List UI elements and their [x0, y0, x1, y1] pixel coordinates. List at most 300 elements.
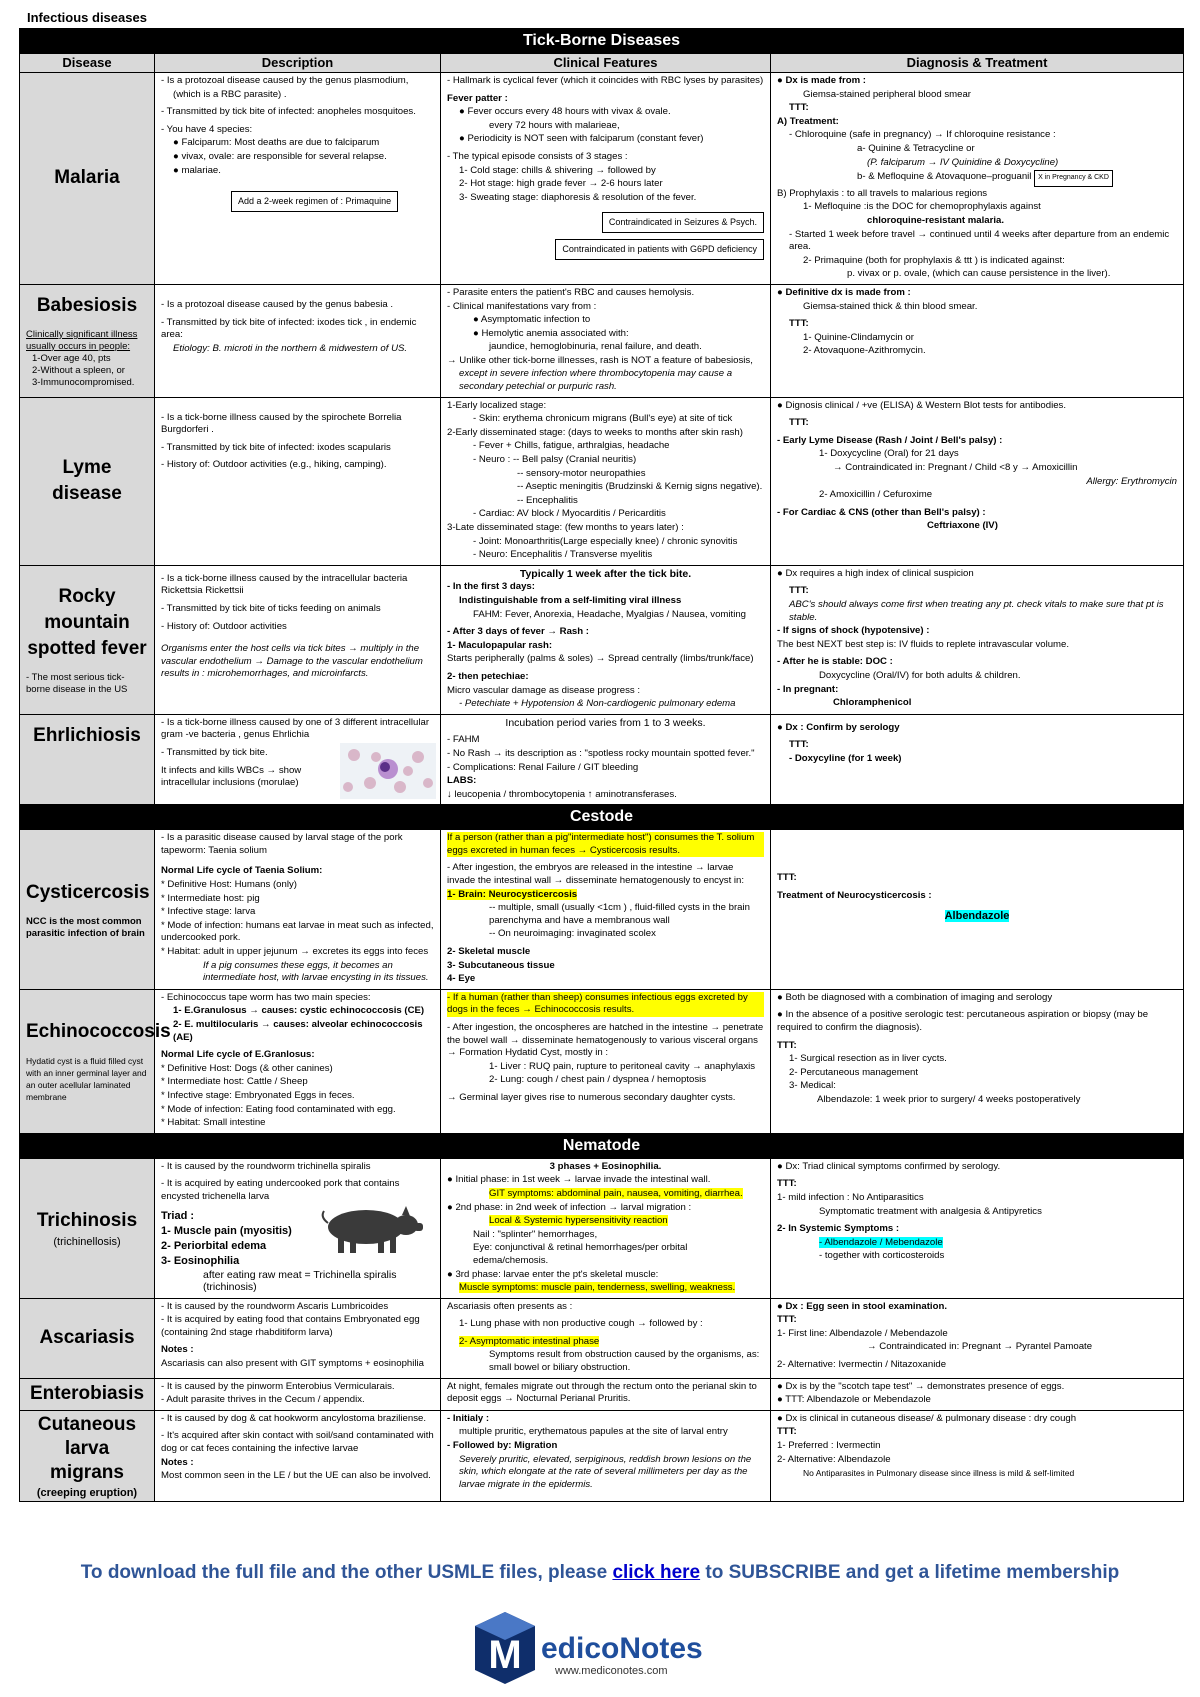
- text-line: Notes :: [161, 1344, 194, 1356]
- disease-cell: [20, 1410, 155, 1501]
- text-line: - In the first 3 days:: [447, 581, 535, 593]
- dx-cell: [771, 989, 1184, 1133]
- text-line: Most common seen in the LE / but the UE can also be involved.: [161, 1470, 431, 1482]
- description-cell: [155, 714, 441, 805]
- text-line: 2- Skeletal muscle: [447, 946, 531, 958]
- text-line: * Infective stage: Embryonated Eggs in feces.: [161, 1089, 355, 1101]
- text-line: - Is a tick-borne illness caused by the intracellular bacteria Rickettsia Rickettsii: [161, 572, 408, 597]
- text-line: * Intermediate host: Cattle / Sheep: [161, 1076, 308, 1088]
- text-line: ● Asymptomatic infection to: [473, 314, 591, 326]
- logo-letter: M: [488, 1633, 522, 1677]
- clinical-cell: [441, 284, 771, 397]
- text-line: Incubation period varies from 1 to 3 weeks.: [505, 716, 706, 729]
- text-line: - For Cardiac & CNS (other than Bell's palsy) :: [777, 506, 986, 518]
- text-line: Indistinguishable from a self-limiting viral illness: [459, 594, 682, 606]
- text-line: * Infective stage: larva: [161, 906, 256, 918]
- clinical-cell: [441, 397, 771, 565]
- text-line: ● Definitive dx is made from :: [777, 286, 911, 298]
- logo-mark: [465, 1608, 735, 1688]
- text-line: - Hallmark is cyclical fever (which it coincides with RBC lyses by parasites): [447, 75, 764, 86]
- text-line: 1- Doxycycline (Oral) for 21 days: [819, 448, 959, 460]
- mefloquine-line: b- & Mefloquine & Atovaquone–proguanil: [857, 171, 1032, 183]
- section-band-nematode: [20, 1133, 1184, 1158]
- text-line: 2- Alternative: Ivermectin / Nitazoxanide: [777, 1359, 947, 1371]
- text-line: TTT:: [777, 1039, 797, 1051]
- disease-cell: [20, 73, 155, 285]
- text-line: 3- Medical:: [789, 1080, 836, 1092]
- albendazole-badge: Albendazole: [944, 910, 1010, 923]
- text-line: Triad :: [161, 1209, 195, 1222]
- text-line: Ascariasis often presents as :: [447, 1300, 573, 1312]
- mediconotes-logo: [465, 1608, 735, 1688]
- clinical-cell: [441, 1410, 771, 1501]
- text-line: - Is a tick-borne illness caused by the spirochete Borrelia Burgdorferi .: [161, 411, 402, 436]
- row-ehrlichiosis: [20, 714, 1184, 805]
- disease-cell: [20, 1378, 155, 1410]
- dx-cell: [771, 565, 1184, 714]
- text-line: Clinically significant illness usually occurs in people:: [26, 328, 138, 352]
- text-line: ● Dx is clinical in cutaneous disease/ & pulmonary disease : dry cough: [777, 1412, 1077, 1424]
- description-cell: [155, 1298, 441, 1378]
- text-line: 4- Eye: [447, 973, 476, 985]
- text-line: ● Fever occurs every 48 hours with vivax & ovale.: [459, 106, 671, 118]
- text-line: TTT:: [789, 417, 809, 429]
- disease-cell: [20, 397, 155, 565]
- text-line: At night, females migrate out through the rectum onto the perianal skin to deposit eggs → Nocturnal Perianal Pruritis.: [447, 1380, 757, 1405]
- clinical-cell: [441, 73, 771, 285]
- text-line: - Chloroquine (safe in pregnancy) → If chloroquine resistance :: [789, 129, 1056, 141]
- text-line: 3-Late disseminated stage: (few months to years later) :: [447, 522, 684, 533]
- text-line: The best NEXT best step is: IV fluids to replete intravascular volume.: [777, 638, 1070, 650]
- text-line: Giemsa-stained peripheral blood smear: [803, 88, 971, 100]
- text-line: Ascariasis can also present with GIT symptoms + eosinophilia: [161, 1358, 424, 1370]
- text-line: 1-Early localized stage:: [447, 399, 547, 411]
- col-description: Description: [155, 54, 441, 73]
- text-line: - After ingestion, the embryos are released in the intestine → larvae invade the intestinal wall → disseminate hematogenously to encyst in:: [447, 862, 745, 887]
- click-here-link[interactable]: click here: [612, 1562, 701, 1583]
- text-line: 1- Liver : RUQ pain, rupture to peritoneal cavity → anaphylaxis: [489, 1060, 756, 1072]
- disease-name: Lyme disease: [52, 457, 122, 505]
- section-title: Nematode: [20, 1133, 1184, 1158]
- text-line: ● Initial phase: in 1st week → larvae invade the intestinal wall.: [447, 1174, 711, 1186]
- text-line: - Started 1 week before travel → continued until 4 weeks after departure from an endemic area.: [789, 228, 1170, 253]
- muscle-symptoms-label: Muscle symptoms: muscle pain, tenderness, swelling, weakness.: [459, 1282, 736, 1294]
- text-line: ABC's should always come first when treating any pt. check vitals to make sure that pt is stable.: [789, 598, 1164, 623]
- text-line: Symptomatic treatment with analgesia & Antipyretics: [819, 1205, 1042, 1217]
- text-line: - Is a tick-borne illness caused by one of 3 different intracellular gram -ve bacteria , genus Ehrlichia: [161, 716, 430, 741]
- text-line: ● Hemolytic anemia associated with:: [473, 327, 629, 339]
- text-line: - It is acquired by eating undercooked pork that contains encysted trichenella larva: [161, 1178, 400, 1202]
- text-line: Micro vascular damage as disease progress :: [447, 684, 641, 696]
- text-line: 1- E.Granulosus → causes: cystic echinococcosis (CE): [173, 1005, 425, 1017]
- text-line: - Complications: Renal Failure / GIT bleeding: [447, 761, 639, 773]
- hypersensitivity-label: Local & Systemic hypersensitivity reaction: [489, 1215, 668, 1227]
- text-line: * Intermediate host: pig: [161, 892, 260, 904]
- disease-table: [19, 28, 1184, 1502]
- text-line: - Is a protozoal disease caused by the genus babesia .: [161, 298, 393, 310]
- text-line: ● 3rd phase: larvae enter the pt's skeletal muscle:: [447, 1268, 659, 1280]
- dx-cell: [771, 397, 1184, 565]
- text-line: TTT:: [789, 585, 809, 597]
- text-line: - Parasite enters the patient's RBC and causes hemolysis.: [447, 286, 695, 298]
- text-line: No Antiparasites in Pulmonary disease since illness is mild & self-limited: [803, 1468, 1075, 1479]
- disease-name: Echinococcosis: [26, 1021, 171, 1043]
- disease-note: Hydatid cyst is a fluid filled cyst with an inner germinal layer and an outer acellular laminated membrane: [26, 1056, 147, 1103]
- row-malaria: [20, 73, 1184, 285]
- text-line: If a person (rather than a pig"intermediate host") consumes the T. solium eggs excreted in human feces → Cysticercosis results.: [447, 832, 764, 857]
- text-line: 3-Immunocompromised.: [32, 376, 135, 388]
- text-line: * Habitat: adult in upper jejunum → excretes its eggs into feces: [161, 946, 429, 958]
- text-line: - Fever + Chills, fatigue, arthralgias, headache: [473, 440, 670, 452]
- text-line: - Transmitted by tick bite of infected: ixodes tick , in endemic area:: [161, 316, 417, 341]
- text-line: - together with corticosteroids: [819, 1250, 945, 1262]
- text-line: Giemsa-stained thick & thin blood smear.: [803, 300, 978, 312]
- text-line: - Petechiate + Hypotension & Non-cardiogenic pulmonary edema: [459, 698, 736, 710]
- contraindication-note-seizures: Contraindicated in Seizures & Psych.: [602, 212, 764, 233]
- disease-name: Trichinosis: [36, 1210, 138, 1232]
- row-echinococcosis: [20, 989, 1184, 1133]
- text-line: 2- In Systemic Symptoms :: [777, 1223, 900, 1235]
- text-line: -- Aseptic meningitis (Brudzinski & Kernig signs negative).: [517, 481, 763, 493]
- disease-name: Ehrlichiosis: [33, 724, 141, 746]
- text-line: If a pig consumes these eggs, it becomes an intermediate host, with larvae encysting in its tissues.: [203, 959, 429, 984]
- dx-cell: [771, 284, 1184, 397]
- text-line: * Habitat: Small intestine: [161, 1117, 266, 1129]
- text-line: 3 phases + Eosinophilia.: [549, 1160, 662, 1172]
- col-clinical: Clinical Features: [441, 54, 771, 73]
- text-line: - It is caused by the roundworm Ascaris Lumbricoides: [161, 1300, 389, 1312]
- text-line: -- Encephalitis: [517, 494, 578, 506]
- disease-name: Malaria: [54, 167, 120, 189]
- clinical-cell: [441, 1158, 771, 1298]
- text-line: TTT:: [777, 1178, 797, 1190]
- text-line: TTT:: [789, 318, 809, 330]
- dx-cell: [771, 830, 1184, 990]
- disease-note: - The most serious tick-borne disease in the US: [26, 671, 128, 695]
- row-lyme: [20, 397, 1184, 565]
- text-line: - Joint: Monoarthritis(Large especially knee) / chronic synovitis: [473, 535, 738, 547]
- clinical-cell: [441, 1378, 771, 1410]
- text-line: B) Prophylaxis : to all travels to malarious regions: [777, 187, 988, 199]
- section-band-cestode: [20, 805, 1184, 830]
- text-line: - Skin: erythema chronicum migrans (Bull's eye) at site of tick: [473, 413, 733, 425]
- text-line: 2- Primaquine (both for prophylaxis & ttt ) is indicated against:: [803, 254, 1065, 266]
- description-cell: [155, 1158, 441, 1298]
- text-line: -- On neuroimaging: invaginated scolex: [489, 928, 656, 940]
- text-line: - FAHM: [447, 734, 480, 746]
- text-line: - Transmitted by tick bite of infected: anopheles mosquitoes.: [161, 106, 416, 118]
- text-line: - Cardiac: AV block / Myocarditis / Pericarditis: [473, 508, 666, 520]
- disease-cell: [20, 714, 155, 805]
- page-title: Infectious diseases: [27, 10, 147, 25]
- text-line: Etiology: B. microti in the northern & midwestern of US.: [173, 342, 408, 354]
- text-line: 2-Without a spleen, or: [32, 364, 125, 376]
- albendazole-badge: - Albendazole / Mebendazole: [819, 1236, 943, 1248]
- description-cell: [155, 284, 441, 397]
- text-line: 1- Muscle pain (myositis): [161, 1224, 292, 1237]
- text-line: → Contraindicated in: Pregnant / Child <8 y → Amoxicillin: [833, 462, 1078, 474]
- logo-url: www.mediconotes.com: [555, 1665, 668, 1677]
- text-line: after eating raw meat = Trichinella spiralis (trichinosis): [203, 1268, 397, 1294]
- row-trichinosis: [20, 1158, 1184, 1298]
- text-line: Chloramphenicol: [833, 697, 912, 709]
- logo-wordmark: edicoNotes: [541, 1632, 703, 1665]
- row-rmsf: [20, 565, 1184, 714]
- text-line: - Transmitted by tick bite of infected: ixodes scapularis: [161, 441, 391, 453]
- text-line: - Neuro: Encephalitis / Transverse myelitis: [473, 549, 653, 561]
- disease-note: NCC is the most common parasitic infection of brain: [26, 915, 145, 939]
- text-line: multiple pruritic, erythematous papules at the site of larval entry: [459, 1426, 728, 1438]
- text-line: 1-Over age 40, pts: [32, 352, 111, 364]
- row-cutaneous-larva-migrans: [20, 1410, 1184, 1501]
- text-line: ● TTT: Albendazole or Mebendazole: [777, 1394, 931, 1406]
- text-line: - It is caused by the roundworm trichinella spiralis: [161, 1160, 371, 1172]
- text-line: every 72 hours with malarieae,: [489, 119, 620, 131]
- clinical-cell: [441, 989, 771, 1133]
- text-line: * Mode of infection: Eating food contaminated with egg.: [161, 1103, 396, 1115]
- disease-cell: [20, 989, 171, 1133]
- text-line: TTT:: [789, 739, 809, 751]
- description-cell: [155, 1378, 441, 1410]
- section-title: Cestode: [20, 805, 1184, 830]
- text-line: Allergy: Erythromycin: [1086, 475, 1177, 487]
- text-line: 1- Surgical resection as in liver cycts.: [789, 1053, 947, 1065]
- disease-table-sheet: [19, 28, 1183, 1502]
- text-line: → Germinal layer gives rise to numerous secondary daughter cysts.: [447, 1091, 736, 1103]
- disease-name: Ascariasis: [39, 1327, 135, 1349]
- text-line: Symptoms result from obstruction caused by the organisms, as: small bowel or biliary obstruction.: [489, 1349, 760, 1374]
- description-cell: [155, 73, 441, 285]
- section-title: Tick-Borne Diseases: [20, 29, 1184, 54]
- text-line: A) Treatment:: [777, 115, 839, 127]
- text-line: 3- Sweating stage: diaphoresis & resolution of the fever.: [459, 191, 697, 203]
- text-line: 2- Atovaquone-Azithromycin.: [803, 345, 926, 357]
- text-line: (which is a RBC parasite) .: [173, 88, 287, 100]
- text-line: 2- Alternative: Albendazole: [777, 1453, 891, 1465]
- dx-cell: [771, 1158, 1184, 1298]
- text-line: → Unlike other tick-borne illnesses, rash is NOT a feature of babesiosis,: [447, 354, 753, 366]
- text-line: * Mode of infection: humans eat larvae in meat such as infected, undercooked pork.: [161, 919, 434, 944]
- text-line: 1- Mefloquine :is the DOC for chemoprophylaxis against: [803, 201, 1041, 213]
- text-line: - You have 4 species:: [161, 123, 253, 135]
- row-babesiosis: [20, 284, 1184, 397]
- text-line: ● In the absence of a positive serologic test: percutaneous aspiration or biopsy (may be required to confirm the diagnosis).: [777, 1009, 1149, 1033]
- morulae-smear-image: [340, 743, 436, 799]
- text-line: 2- Percutaneous management: [789, 1066, 919, 1078]
- dx-cell: [771, 1410, 1184, 1501]
- cta-text-pre: To download the full file and the other USMLE files, please: [80, 1562, 608, 1583]
- disease-subtitle: (creeping eruption): [36, 1486, 138, 1499]
- text-line: TTT:: [777, 1426, 797, 1438]
- text-line: - Neuro : -- Bell palsy (Cranial neuritis): [473, 454, 637, 466]
- description-cell: [155, 397, 441, 565]
- text-line: FAHM: Fever, Anorexia, Headache, Myalgias / Nausea, vomiting: [473, 608, 747, 620]
- text-line: - Early Lyme Disease (Rash / Joint / Bell's palsy) :: [777, 434, 1003, 446]
- text-line: -- sensory-motor neuropathies: [517, 467, 646, 479]
- text-line: - After he is stable: DOC :: [777, 656, 893, 668]
- text-line: -- multiple, small (usually <1cm ) , fluid-filled cysts in the brain parenchyma and have a membranous wall: [489, 902, 750, 926]
- text-line: ● Dignosis clinical / +ve (ELISA) & Western Blot tests for antibodies.: [777, 399, 1067, 411]
- text-line: ● Dx: Triad clinical symptoms confirmed by serology.: [777, 1160, 1001, 1172]
- text-line: ↓ leucopenia / thrombocytopenia ↑ aminotransferases.: [447, 788, 677, 800]
- text-line: - After 3 days of fever → Rash :: [447, 626, 589, 638]
- text-line: 1- mild infection : No Antiparasitics: [777, 1191, 924, 1203]
- text-line: Ceftriaxone (IV): [927, 520, 998, 532]
- text-line: Eye: conjunctival & retinal hemorrhages/per orbital edema/chemosis.: [473, 1242, 688, 1266]
- disease-name: Cutaneous larva migrans: [37, 1413, 137, 1483]
- text-line: 2- Amoxicillin / Cefuroxime: [819, 489, 933, 501]
- text-line: - Followed by: Migration: [447, 1440, 558, 1452]
- text-line: Severely pruritic, elevated, serpiginous, reddish brown lesions on the skin, which elongate at the rate of several millimeters per day as the larvae migrate in the epidermis.: [459, 1453, 752, 1490]
- text-line: 2- Lung: cough / chest pain / dyspnea / hemoptosis: [489, 1074, 707, 1086]
- disease-name: Enterobiasis: [29, 1383, 145, 1405]
- description-cell: [155, 830, 441, 990]
- text-line: - If a human (rather than sheep) consumes infectious eggs excreted by dogs in the feces → Echinococcosis results.: [447, 992, 764, 1017]
- text-line: ● Dx requires a high index of clinical suspicion: [777, 567, 974, 579]
- clinical-cell: [441, 830, 771, 990]
- text-line: - Initialy :: [447, 1412, 490, 1424]
- text-line: 2- Hot stage: high grade fever → 2-6 hours later: [459, 178, 663, 190]
- text-line: Treatment of Neurocysticercosis :: [777, 889, 932, 901]
- text-line: 1- Lung phase with non productive cough → followed by :: [459, 1318, 703, 1330]
- dx-cell: [771, 1378, 1184, 1410]
- text-line: * Definitive Host: Dogs (& other canines): [161, 1062, 333, 1074]
- disease-name: Cysticercosis: [26, 881, 150, 903]
- text-line: Notes :: [161, 1456, 194, 1468]
- text-line: - If signs of shock (hypotensive) :: [777, 625, 930, 637]
- text-line: Nail : "splinter" hemorrhages,: [473, 1228, 598, 1240]
- disease-cell: [20, 1298, 155, 1378]
- text-line: Doxycycline (Oral/IV) for both adults & children.: [819, 669, 1021, 681]
- text-line: - It is caused by dog & cat hookworm ancylostoma braziliense.: [161, 1412, 427, 1424]
- text-line: - After ingestion, the oncospheres are hatched in the intestine → penetrate the bowel wall → disseminate hematogenously to various visceral organs → Formation Hydatid Cyst, mostly in :: [447, 1022, 764, 1059]
- text-line: ● Dx : Confirm by serology: [777, 721, 900, 733]
- row-cysticercosis: [20, 830, 1184, 990]
- text-line: - Transmitted by tick bite of ticks feeding on animals: [161, 602, 381, 614]
- text-line: - Is a parasitic disease caused by larval stage of the pork tapeworm: Taenia solium: [161, 832, 403, 856]
- text-line: Normal Life cycle of E.Granlosus:: [161, 1049, 315, 1061]
- text-line: chloroquine-resistant malaria.: [867, 214, 1005, 226]
- intestinal-phase-label: 2- Asymptomatic intestinal phase: [459, 1335, 600, 1347]
- clinical-cell: [441, 565, 771, 714]
- pig-image: [314, 1203, 424, 1255]
- disease-cell: [20, 284, 155, 397]
- neurocysticercosis-label: 1- Brain: Neurocysticercosis: [447, 888, 578, 900]
- disease-cell: [20, 1158, 155, 1298]
- text-line: Fever patter :: [447, 92, 508, 104]
- dx-cell: [771, 714, 1184, 805]
- description-cell: [155, 989, 441, 1133]
- text-line: - Is a protozoal disease caused by the genus plasmodium,: [161, 75, 409, 86]
- text-line: - History of: Outdoor activities: [161, 620, 287, 632]
- text-line: Typically 1 week after the tick bite.: [519, 567, 692, 580]
- dx-cell: [771, 73, 1184, 285]
- text-line: - History of: Outdoor activities (e.g., hiking, camping).: [161, 459, 387, 471]
- pregnancy-ckd-note: X in Pregnancy & CKD: [1034, 170, 1113, 187]
- text-line: - No Rash → its description as : "spotless rocky mountain spotted fever.": [447, 747, 755, 759]
- text-line: 2- then petechiae:: [447, 670, 529, 682]
- text-line: 3- Eosinophilia: [161, 1254, 240, 1267]
- text-line: ● Dx : Egg seen in stool examination.: [777, 1300, 947, 1312]
- text-line: ● 2nd phase: in 2nd week of infection → larval migration :: [447, 1201, 692, 1213]
- text-line: 2-Early disseminated stage: (days to weeks to months after skin rash): [447, 426, 743, 438]
- disease-name: Babesiosis: [36, 294, 138, 316]
- text-line: - Doxycyline (for 1 week): [789, 752, 902, 764]
- text-line: a- Quinine & Tetracycline or: [857, 142, 975, 154]
- text-line: - In pregnant:: [777, 683, 839, 695]
- text-line: - It is caused by the pinworm Enterobius Vermicularais.: [161, 1380, 395, 1392]
- clinical-cell: [441, 1298, 771, 1378]
- text-line: jaundice, hemoglobinuria, renal failure, and death.: [489, 341, 702, 353]
- text-line: - Clinical manifestations vary from :: [447, 300, 597, 312]
- text-line: It infects and kills WBCs → show intracellular inclusions (morulae): [161, 764, 302, 789]
- description-cell: [155, 565, 441, 714]
- text-line: 3- Subcutaneous tissue: [447, 959, 555, 971]
- text-line: - The typical episode consists of 3 stages :: [447, 150, 628, 162]
- text-line: Normal Life cycle of Taenia Solium:: [161, 865, 323, 877]
- text-line: - It's acquired after skin contact with soil/sand contaminated with dog or cat feces containing the infective larvae: [161, 1430, 434, 1455]
- text-line: (P. falciparum → IV Quinidine & Doxycycline): [867, 156, 1059, 168]
- text-line: - Echinococcus tape worm has two main species:: [161, 991, 371, 1003]
- col-dx: Diagnosis & Treatment: [771, 54, 1184, 73]
- disease-name: Rocky mountain spotted fever: [27, 585, 147, 659]
- row-enterobiasis: [20, 1378, 1184, 1410]
- disease-cell: [20, 830, 155, 990]
- text-line: except in severe infection where thrombocytopenia may cause a secondary petechial or purpuric rash.: [459, 368, 733, 393]
- text-line: - Transmitted by tick bite.: [161, 746, 268, 758]
- text-line: → Contraindicated in: Pregnant → Pyrantel Pamoate: [867, 1341, 1093, 1353]
- contraindication-note-g6pd: Contraindicated in patients with G6PD deficiency: [555, 239, 764, 260]
- text-line: - It is acquired by eating food that contains Embryonated egg (containing 2nd stage rhabditiform larva): [161, 1314, 420, 1338]
- text-line: TTT:: [777, 1314, 797, 1326]
- text-line: 1- Maculopapular rash:: [447, 639, 553, 651]
- text-line: - Adult parasite thrives in the Cecum / appendix.: [161, 1394, 365, 1406]
- clinical-cell: [441, 714, 771, 805]
- row-ascariasis: [20, 1298, 1184, 1378]
- git-symptoms-label: GIT symptoms: abdominal pain, nausea, vomiting, diarrhea.: [489, 1187, 743, 1199]
- text-line: ● Dx is by the "scotch tape test" → demonstrates presence of eggs.: [777, 1380, 1065, 1392]
- cta-text-post: to SUBSCRIBE and get a lifetime membership: [705, 1562, 1120, 1583]
- description-cell: [155, 1410, 441, 1501]
- text-line: ● vivax, ovale: are responsible for several relapse.: [173, 150, 387, 162]
- text-line: 1- Cold stage: chills & shivering → followed by: [459, 164, 656, 176]
- disease-subtitle: (trichinellosis): [53, 1236, 121, 1249]
- text-line: Albendazole: 1 week prior to surgery/ 4 weeks postoperatively: [817, 1093, 1081, 1105]
- text-line: [777, 170, 1177, 187]
- text-line: ● Dx is made from :: [777, 75, 866, 86]
- text-line: 2- Periorbital edema: [161, 1239, 267, 1252]
- text-line: ● malariae.: [173, 164, 221, 176]
- text-line: * Definitive Host: Humans (only): [161, 879, 297, 891]
- text-line: 1- Preferred : Ivermectin: [777, 1440, 881, 1452]
- subscribe-banner: [0, 1562, 1200, 1584]
- text-line: ● Falciparum: Most deaths are due to falciparum: [173, 137, 380, 149]
- text-line: Organisms enter the host cells via tick bites → multiply in the vascular endothelium → Damage to the vascular endothelium results in : microhemorrhages, and microinfarcts.: [161, 643, 423, 680]
- dx-cell: [771, 1298, 1184, 1378]
- disease-cell: [20, 565, 155, 714]
- text-line: p. vivax or p. ovale, (which can cause persistence in the liver).: [847, 268, 1111, 280]
- text-line: TTT:: [789, 102, 809, 114]
- section-band-tick: [20, 29, 1184, 54]
- disease-note: [26, 329, 148, 389]
- col-disease: Disease: [20, 54, 155, 73]
- text-line: 1- Quinine-Clindamycin or: [803, 331, 914, 343]
- text-line: LABS:: [447, 775, 477, 787]
- text-line: 2- E. multilocularis → causes: alveolar echinococcosis (AE): [173, 1019, 423, 1043]
- text-line: Starts peripherally (palms & soles) → Spread centrally (limbs/trunk/face): [447, 653, 754, 665]
- text-line: 1- First line: Albendazole / Mebendazole: [777, 1327, 948, 1339]
- text-line: ● Periodicity is NOT seen with falciparum (constant fever): [459, 133, 704, 145]
